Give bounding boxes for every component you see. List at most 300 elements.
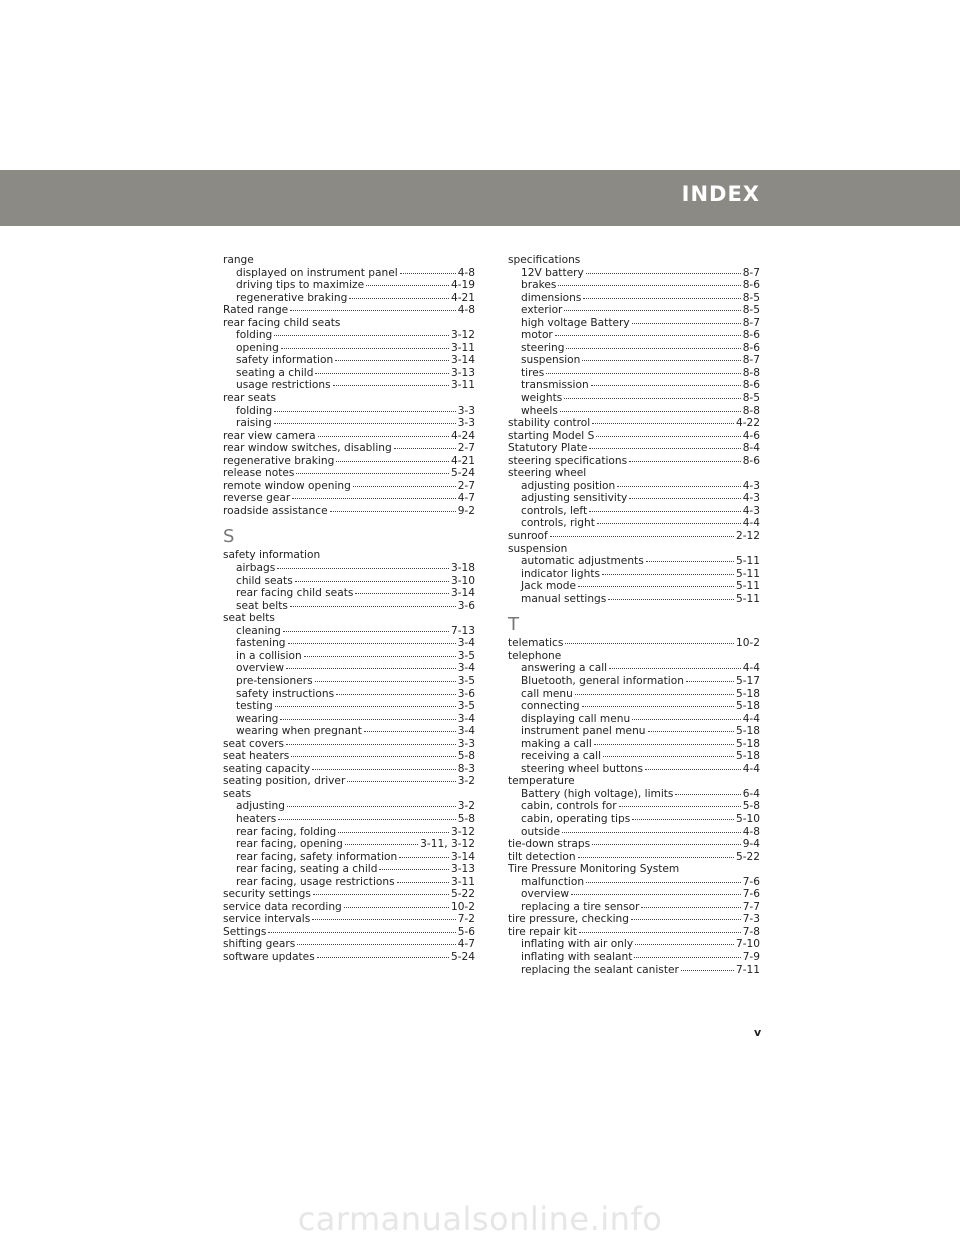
- index-subentry[interactable]: [508, 367, 760, 380]
- page-reference: 4-7: [457, 492, 475, 505]
- page-reference: 4-3: [742, 492, 760, 505]
- index-subentry[interactable]: [223, 863, 475, 876]
- index-term: call menu: [521, 687, 573, 700]
- dot-leader: [315, 373, 449, 374]
- index-subentry[interactable]: [223, 417, 475, 430]
- index-term: wearing when pregnant: [236, 725, 362, 738]
- index-term: tires: [521, 366, 545, 379]
- index-term: cabin, operating tips: [521, 812, 631, 825]
- index-term: stability control: [508, 417, 591, 430]
- index-term: brakes: [521, 279, 557, 292]
- index-subentry[interactable]: [508, 480, 760, 493]
- index-subentry[interactable]: [508, 317, 760, 330]
- page-reference: 4-19: [450, 279, 475, 292]
- page-reference: 9-2: [457, 504, 475, 517]
- index-term: inflating with sealant: [521, 950, 633, 963]
- page-reference: 3-11: [450, 875, 475, 888]
- page-reference: 8-6: [742, 341, 760, 354]
- page-reference: 5-22: [735, 850, 760, 863]
- page-reference: 7-2: [457, 913, 475, 926]
- index-entry[interactable]: [223, 951, 475, 964]
- index-term: replacing the sealant canister: [521, 963, 679, 976]
- dot-leader: [399, 857, 449, 858]
- index-subentry[interactable]: [223, 851, 475, 864]
- dot-leader: [333, 385, 449, 386]
- dot-leader: [347, 781, 455, 782]
- index-term: rear facing, safety information: [236, 850, 398, 863]
- index-term: in a collision: [236, 649, 302, 662]
- dot-leader: [330, 511, 456, 512]
- index-subentry[interactable]: [508, 354, 760, 367]
- page-reference: 8-5: [742, 291, 760, 304]
- page-reference: 4-22: [735, 417, 760, 430]
- page-reference: 3-12: [450, 329, 475, 342]
- page-reference: 3-11: [450, 341, 475, 354]
- index-subentry[interactable]: [508, 713, 760, 726]
- dot-leader: [312, 919, 455, 920]
- index-entry[interactable]: [508, 430, 760, 443]
- page-reference: 3-18: [450, 562, 475, 575]
- index-subentry[interactable]: [508, 392, 760, 405]
- index-subentry[interactable]: [223, 379, 475, 392]
- page-reference: 7-10: [735, 938, 760, 951]
- dot-leader: [632, 819, 734, 820]
- page-reference: 8-7: [742, 354, 760, 367]
- index-term: rear facing child seats: [223, 316, 341, 329]
- index-term: safety information: [223, 549, 321, 562]
- index-subentry[interactable]: [223, 267, 475, 280]
- index-entry[interactable]: [508, 417, 760, 430]
- dot-leader: [274, 411, 455, 412]
- index-entry[interactable]: [508, 442, 760, 455]
- page-reference: 5-24: [450, 950, 475, 963]
- dot-leader: [555, 335, 741, 336]
- index-subentry[interactable]: [223, 600, 475, 613]
- page-reference: 2-7: [457, 442, 475, 455]
- page-reference: 2-7: [457, 479, 475, 492]
- index-entry[interactable]: [223, 455, 475, 468]
- dot-leader: [597, 523, 741, 524]
- index-term: high voltage Battery: [521, 316, 630, 329]
- index-term: Statutory Plate: [508, 442, 588, 455]
- page-reference: 3-5: [457, 649, 475, 662]
- index-term: driving tips to maximize: [236, 279, 365, 292]
- index-subentry[interactable]: [508, 951, 760, 964]
- index-subentry[interactable]: [508, 750, 760, 763]
- index-term: range: [223, 254, 254, 266]
- index-term: service intervals: [223, 913, 311, 926]
- page-reference: 9-4: [742, 838, 760, 851]
- index-subentry[interactable]: [223, 650, 475, 663]
- page-reference: 8-4: [742, 442, 760, 455]
- index-heading: [223, 254, 475, 267]
- dot-leader: [564, 310, 740, 311]
- index-heading: [508, 254, 760, 267]
- index-subentry[interactable]: [223, 713, 475, 726]
- dot-leader: [287, 806, 456, 807]
- watermark: carmanualsonline.info: [297, 1200, 663, 1238]
- dot-leader: [550, 536, 734, 537]
- index-subentry[interactable]: [223, 405, 475, 418]
- index-term: fastening: [236, 637, 286, 650]
- index-subentry[interactable]: [508, 800, 760, 813]
- index-entry[interactable]: [223, 913, 475, 926]
- page-reference: 5-18: [735, 737, 760, 750]
- dot-leader: [591, 385, 741, 386]
- page-reference: 5-17: [735, 674, 760, 687]
- index-entry[interactable]: [223, 467, 475, 480]
- dot-leader: [592, 844, 741, 845]
- index-term: steering wheel buttons: [521, 762, 643, 775]
- index-term: folding: [236, 329, 273, 342]
- index-subentry[interactable]: [223, 637, 475, 650]
- page-reference: 5-18: [735, 700, 760, 713]
- index-entry[interactable]: [223, 888, 475, 901]
- page-number: v: [754, 1026, 762, 1039]
- index-subentry[interactable]: [508, 888, 760, 901]
- page-reference: 4-4: [742, 517, 760, 530]
- index-subentry[interactable]: [508, 492, 760, 505]
- index-subentry[interactable]: [223, 688, 475, 701]
- index-term: rear facing, usage restrictions: [236, 875, 395, 888]
- index-subentry[interactable]: [508, 675, 760, 688]
- index-term: transmission: [521, 379, 589, 392]
- page-reference: 4-24: [450, 429, 475, 442]
- index-subentry[interactable]: [508, 304, 760, 317]
- dot-leader: [589, 448, 740, 449]
- index-term: software updates: [223, 950, 315, 963]
- index-term: steering specifications: [508, 454, 628, 467]
- index-subentry[interactable]: [223, 700, 475, 713]
- index-term: seat belts: [236, 599, 288, 612]
- page-reference: 3-2: [457, 775, 475, 788]
- index-subentry[interactable]: [223, 838, 475, 851]
- index-subentry[interactable]: [508, 826, 760, 839]
- index-term: displaying call menu: [521, 712, 631, 725]
- index-term: release notes: [223, 467, 295, 480]
- index-term: testing: [236, 700, 273, 713]
- index-term: roadside assistance: [223, 504, 328, 517]
- page-reference: 8-6: [742, 454, 760, 467]
- dot-leader: [578, 857, 734, 858]
- page-reference: 3-6: [457, 687, 475, 700]
- index-term: seats: [223, 787, 252, 800]
- page-reference: 5-6: [457, 925, 475, 938]
- index-entry[interactable]: [223, 901, 475, 914]
- index-heading: [508, 863, 760, 876]
- dot-leader: [297, 944, 455, 945]
- dot-leader: [283, 631, 449, 632]
- index-entry[interactable]: [223, 926, 475, 939]
- index-term: regenerative braking: [223, 454, 335, 467]
- index-term: Tire Pressure Monitoring System: [508, 863, 680, 876]
- index-term: seating position, driver: [223, 775, 346, 788]
- page-reference: 5-10: [735, 812, 760, 825]
- index-subentry[interactable]: [508, 763, 760, 776]
- index-subentry[interactable]: [223, 575, 475, 588]
- index-subentry[interactable]: [223, 826, 475, 839]
- page-reference: 5-11: [735, 555, 760, 568]
- dot-leader: [355, 593, 449, 594]
- dot-leader: [292, 498, 455, 499]
- index-term: automatic adjustments: [521, 555, 644, 568]
- index-subentry[interactable]: [223, 342, 475, 355]
- dot-leader: [291, 756, 455, 757]
- index-term: rear seats: [223, 392, 277, 405]
- page-reference: 7-6: [742, 875, 760, 888]
- index-subentry[interactable]: [508, 876, 760, 889]
- dot-leader: [632, 719, 740, 720]
- index-subentry[interactable]: [223, 813, 475, 826]
- page-reference: 8-3: [457, 762, 475, 775]
- index-term: starting Model S: [508, 429, 595, 442]
- index-entry[interactable]: [508, 926, 760, 939]
- index-subentry[interactable]: [508, 901, 760, 914]
- dot-leader: [277, 568, 449, 569]
- index-term: cleaning: [236, 624, 281, 637]
- index-subentry[interactable]: [223, 725, 475, 738]
- page-title: INDEX: [681, 182, 760, 206]
- dot-leader: [635, 944, 734, 945]
- index-term: 12V battery: [521, 266, 584, 279]
- dot-leader: [304, 656, 456, 657]
- index-term: tie-down straps: [508, 838, 591, 851]
- index-entry[interactable]: [508, 637, 760, 650]
- index-term: making a call: [521, 737, 592, 750]
- index-term: tilt detection: [508, 850, 576, 863]
- page-reference: 3-13: [450, 366, 475, 379]
- index-subentry[interactable]: [508, 580, 760, 593]
- index-entry[interactable]: [223, 442, 475, 455]
- index-entry[interactable]: [223, 430, 475, 443]
- index-term: replacing a tire sensor: [521, 900, 640, 913]
- dot-leader: [602, 574, 734, 575]
- index-term: specifications: [508, 254, 581, 266]
- page-reference: 3-12: [450, 825, 475, 838]
- index-subentry[interactable]: [508, 964, 760, 977]
- dot-leader: [631, 919, 741, 920]
- index-term: connecting: [521, 700, 580, 713]
- dot-leader: [274, 335, 449, 336]
- dot-leader: [268, 932, 455, 933]
- page-reference: 7-8: [742, 925, 760, 938]
- index-subentry[interactable]: [508, 379, 760, 392]
- index-term: seating a child: [236, 366, 314, 379]
- page-reference: 6-4: [742, 787, 760, 800]
- index-term: seating capacity: [223, 762, 311, 775]
- index-term: rear facing, folding: [236, 825, 337, 838]
- index-subentry[interactable]: [223, 562, 475, 575]
- index-term: manual settings: [521, 592, 607, 605]
- index-term: controls, left: [521, 504, 588, 517]
- index-subentry[interactable]: [223, 292, 475, 305]
- index-entry[interactable]: [508, 838, 760, 851]
- dot-leader: [295, 581, 449, 582]
- index-subentry[interactable]: [223, 625, 475, 638]
- index-subentry[interactable]: [508, 279, 760, 292]
- dot-leader: [317, 957, 449, 958]
- index-header-bar: [0, 170, 960, 226]
- index-term: cabin, controls for: [521, 800, 617, 813]
- index-entry[interactable]: [508, 913, 760, 926]
- index-subentry[interactable]: [223, 354, 475, 367]
- page-reference: 3-13: [450, 863, 475, 876]
- page-reference: 4-8: [457, 304, 475, 317]
- page-reference: 3-3: [457, 737, 475, 750]
- index-subentry[interactable]: [508, 725, 760, 738]
- dot-leader: [686, 681, 734, 682]
- page-reference: 7-13: [450, 624, 475, 637]
- index-entry[interactable]: [223, 938, 475, 951]
- index-term: adjusting position: [521, 479, 616, 492]
- index-subentry[interactable]: [508, 267, 760, 280]
- index-entry[interactable]: [508, 455, 760, 468]
- index-entry[interactable]: [223, 505, 475, 518]
- dot-leader: [366, 285, 449, 286]
- index-term: safety information: [236, 354, 334, 367]
- index-subentry[interactable]: [508, 738, 760, 751]
- index-term: overview: [236, 662, 285, 675]
- index-term: seat heaters: [223, 750, 290, 763]
- dot-leader: [353, 486, 456, 487]
- index-entry[interactable]: [223, 304, 475, 317]
- index-subentry[interactable]: [223, 367, 475, 380]
- index-term: dimensions: [521, 291, 582, 304]
- dot-leader: [336, 694, 456, 695]
- dot-leader: [582, 360, 740, 361]
- dot-leader: [278, 819, 455, 820]
- index-term: weights: [521, 392, 563, 405]
- index-subentry[interactable]: [508, 292, 760, 305]
- dot-leader: [318, 436, 449, 437]
- index-term: remote window opening: [223, 479, 351, 492]
- dot-leader: [344, 907, 449, 908]
- dot-leader: [288, 643, 456, 644]
- page-reference: 4-3: [742, 479, 760, 492]
- index-heading: [508, 543, 760, 556]
- page-reference: 8-6: [742, 329, 760, 342]
- index-subentry[interactable]: [223, 329, 475, 342]
- page-reference: 4-8: [742, 825, 760, 838]
- index-subentry[interactable]: [508, 700, 760, 713]
- index-subentry[interactable]: [223, 587, 475, 600]
- index-heading: [508, 775, 760, 788]
- index-term: regenerative braking: [236, 291, 348, 304]
- page-reference: 4-3: [742, 504, 760, 517]
- index-subentry[interactable]: [508, 342, 760, 355]
- dot-leader: [397, 882, 449, 883]
- index-term: temperature: [508, 775, 575, 788]
- index-entry[interactable]: [223, 750, 475, 763]
- index-subentry[interactable]: [508, 593, 760, 606]
- index-term: sunroof: [508, 530, 548, 543]
- index-term: folding: [236, 404, 273, 417]
- page-reference: 2-12: [735, 530, 760, 543]
- index-entry[interactable]: [223, 775, 475, 788]
- index-subentry[interactable]: [508, 688, 760, 701]
- index-subentry[interactable]: [223, 800, 475, 813]
- index-subentry[interactable]: [508, 788, 760, 801]
- dot-leader: [609, 668, 741, 669]
- index-subentry[interactable]: [508, 813, 760, 826]
- dot-leader: [564, 398, 740, 399]
- dot-leader: [646, 561, 734, 562]
- dot-leader: [629, 498, 740, 499]
- page-reference: 3-3: [457, 417, 475, 430]
- index-term: suspension: [508, 542, 568, 555]
- index-section-letter: T: [508, 614, 519, 636]
- index-term: instrument panel menu: [521, 725, 646, 738]
- index-entry[interactable]: [223, 492, 475, 505]
- page-reference: 10-2: [450, 900, 475, 913]
- index-subentry[interactable]: [508, 405, 760, 418]
- dot-leader: [286, 744, 456, 745]
- index-term: shifting gears: [223, 938, 296, 951]
- index-subentry[interactable]: [223, 279, 475, 292]
- dot-leader: [281, 348, 449, 349]
- index-subentry[interactable]: [508, 938, 760, 951]
- dot-leader: [275, 706, 456, 707]
- page-reference: 4-4: [742, 712, 760, 725]
- page-reference: 5-8: [742, 800, 760, 813]
- index-term: steering wheel: [508, 467, 587, 480]
- page-reference: 3-5: [457, 674, 475, 687]
- index-term: safety instructions: [236, 687, 335, 700]
- page-reference: 3-4: [457, 712, 475, 725]
- index-term: displayed on instrument panel: [236, 266, 398, 279]
- page-reference: 3-14: [450, 850, 475, 863]
- dot-leader: [619, 806, 741, 807]
- page-reference: 8-5: [742, 304, 760, 317]
- page-reference: 5-11: [735, 567, 760, 580]
- page-reference: 4-7: [457, 938, 475, 951]
- page-reference: 3-5: [457, 700, 475, 713]
- index-term: heaters: [236, 812, 277, 825]
- index-subentry[interactable]: [508, 555, 760, 568]
- dot-leader: [586, 882, 741, 883]
- index-term: rear facing, opening: [236, 838, 343, 851]
- dot-leader: [629, 461, 741, 462]
- page-reference: 8-6: [742, 279, 760, 292]
- index-subentry[interactable]: [223, 675, 475, 688]
- dot-leader: [290, 606, 456, 607]
- page-reference: 4-6: [742, 429, 760, 442]
- index-heading: [223, 317, 475, 330]
- index-heading: [508, 467, 760, 480]
- index-term: tire repair kit: [508, 925, 577, 938]
- index-entry[interactable]: [223, 763, 475, 776]
- index-term: raising: [236, 417, 272, 430]
- dot-leader: [571, 894, 741, 895]
- page-reference: 5-22: [450, 888, 475, 901]
- index-subentry[interactable]: [223, 662, 475, 675]
- index-entry[interactable]: [223, 738, 475, 751]
- index-subentry[interactable]: [508, 329, 760, 342]
- index-term: seat belts: [223, 612, 275, 625]
- dot-leader: [400, 273, 456, 274]
- index-subentry[interactable]: [508, 517, 760, 530]
- index-subentry[interactable]: [508, 505, 760, 518]
- page-reference: 8-7: [742, 316, 760, 329]
- dot-leader: [681, 970, 734, 971]
- index-entry[interactable]: [508, 851, 760, 864]
- index-subentry[interactable]: [508, 662, 760, 675]
- index-subentry[interactable]: [223, 876, 475, 889]
- index-term: malfunction: [521, 875, 585, 888]
- index-entry[interactable]: [223, 480, 475, 493]
- index-entry[interactable]: [508, 530, 760, 543]
- index-subentry[interactable]: [508, 568, 760, 581]
